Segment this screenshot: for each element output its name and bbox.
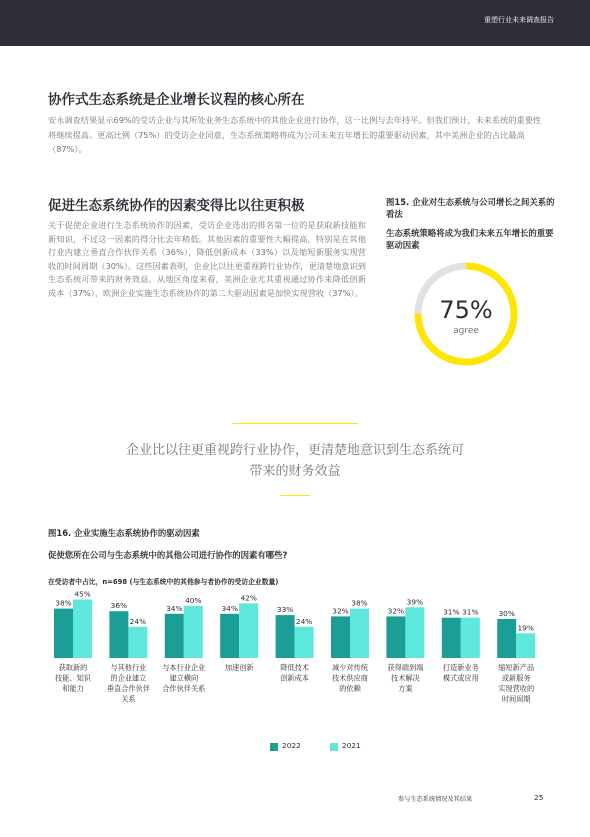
category-label-0-1: 技能、知识 xyxy=(55,673,91,683)
category-label-1-1: 的企业建立 xyxy=(110,673,147,683)
bar-2021-5 xyxy=(350,609,369,658)
legend-swatch-2021 xyxy=(330,743,338,751)
data-label-2021-2: 40% xyxy=(185,596,202,605)
figure16-note: 在受访者中占比，n=698 (与生态系统中的其他参与者协作的受访企业数量) xyxy=(48,578,279,586)
section1-heading: 协作式生态系统是企业增长议程的核心所在 xyxy=(48,92,305,108)
figure16-question: 促使您所在公司与生态系统中的其他公司进行协作的因素有哪些? xyxy=(48,550,288,560)
category-label-1-3: 关系 xyxy=(121,694,136,704)
bar-2021-7 xyxy=(461,618,480,658)
category-label-1-0: 与其他行业 xyxy=(110,663,147,672)
data-label-2022-5: 32% xyxy=(332,606,349,616)
figure15-title: 图15. 企业对生态系统与公司增长之间关系的看法 xyxy=(386,197,555,219)
quote-rule-top xyxy=(232,423,358,424)
bar-2022-3 xyxy=(220,614,239,658)
section2-body: 关于促使企业进行生态系统协作的因素，受访企业选出的排名第一位的是获取新技能和新知识，不过这一因素的得分比去年稍低。其他因素的重要性大幅提高，特别是在其他行业内建立垂直合作伙伴关系（36%），降低创新成本（33%）以及缩短新服务实现营收的时间周期（30%）。这些因素表明，企业比以往更重视跨行业协作，更清楚地意识到生态系统可带来的财务效益。从地区角度来看，美洲企业尤其重视通过协作来降低创新成本（37%），欧洲企业实施生态系统协作的第二大驱动因素是加快实现营收（37%）。 xyxy=(48,220,366,298)
category-label-7-1: 模式或应用 xyxy=(442,673,479,683)
data-label-2021-6: 39% xyxy=(406,597,424,607)
data-label-2022-8: 30% xyxy=(498,609,515,618)
page-number: 25 xyxy=(534,793,544,802)
category-label-6-0: 获得端到端 xyxy=(387,663,424,672)
section2-heading: 促进生态系统协作的因素变得比以往更积极 xyxy=(48,198,305,214)
bar-2021-6 xyxy=(405,607,424,658)
data-label-2022-2: 34% xyxy=(166,603,183,613)
category-label-5-0: 减少对传统 xyxy=(332,663,368,672)
header-bar xyxy=(0,0,590,46)
data-label-2021-4: 24% xyxy=(295,616,313,626)
donut-value: 75% xyxy=(439,296,493,324)
bar-2022-2 xyxy=(165,614,184,658)
category-label-8-3: 时间周期 xyxy=(501,694,531,704)
bar-2021-8 xyxy=(516,633,535,658)
category-label-5-2: 的依赖 xyxy=(339,684,361,693)
bar-2022-5 xyxy=(331,616,350,658)
category-label-4-1: 创新成本 xyxy=(280,673,309,683)
category-label-2-2: 合作伙伴关系 xyxy=(162,684,206,693)
data-label-2021-0: 45% xyxy=(74,590,91,599)
pull-quote: 企业比以往更重视跨行业协作，更清楚地意识到生态系统可带来的财务效益 xyxy=(125,443,464,479)
category-label-6-1: 技术解决 xyxy=(391,673,420,683)
category-label-3-0: 加速创新 xyxy=(224,663,254,672)
category-label-7-0: 打造新业务 xyxy=(442,663,479,672)
data-label-2021-7: 31% xyxy=(462,607,479,617)
category-label-8-2: 实现营收的 xyxy=(498,684,535,693)
footer-text: 参与生态系统情况及其结果 xyxy=(398,796,473,803)
bar-2021-2 xyxy=(184,606,203,658)
category-label-2-0: 与本行业企业 xyxy=(162,663,206,672)
data-label-2022-4: 33% xyxy=(276,605,294,615)
bar-2021-3 xyxy=(239,603,258,658)
data-label-2021-1: 24% xyxy=(129,616,147,626)
data-label-2021-5: 38% xyxy=(351,598,368,608)
bar-2022-0 xyxy=(54,609,73,658)
category-label-5-1: 技术供应商 xyxy=(332,673,368,683)
bar-2022-1 xyxy=(109,611,128,658)
category-label-4-0: 降低技术 xyxy=(280,663,309,672)
figure16-title: 图16. 企业实施生态系统协作的驱动因素 xyxy=(48,528,200,538)
bar-2022-8 xyxy=(497,619,516,658)
category-label-2-1: 建立横向 xyxy=(169,673,199,683)
category-label-0-2: 和能力 xyxy=(62,684,84,693)
bar-2021-4 xyxy=(295,627,314,658)
section1-body: 安永调查结果显示69%的受访企业与其所处业务生态系统中的其他企业进行协作，这一比例与去年持平。但我们预计，未来系统的重要性将继续提高。更高比例（75%）的受访企业同意，生态系统策略将成为公司未来五年增长的重要驱动因素，其中美洲企业的占比最高（87%）。 xyxy=(48,115,542,154)
data-label-2022-6: 32% xyxy=(387,606,405,616)
legend-label-2022: 2022 xyxy=(282,741,301,750)
bar-2022-4 xyxy=(276,615,295,658)
data-label-2022-0: 38% xyxy=(55,598,72,608)
bar-2021-0 xyxy=(73,600,92,659)
data-label-2022-7: 31% xyxy=(443,607,460,617)
quote-rule-bottom xyxy=(280,495,310,496)
data-label-2022-3: 34% xyxy=(221,603,238,613)
bar-2021-1 xyxy=(128,627,147,658)
bar-2022-6 xyxy=(386,616,405,658)
legend-swatch-2022 xyxy=(270,743,278,751)
bar-2022-7 xyxy=(442,618,461,658)
figure15-subtitle: 生态系统策略将成为我们未来五年增长的重要驱动因素 xyxy=(386,228,554,250)
category-label-1-2: 垂直合作伙伴 xyxy=(106,684,150,693)
category-label-0-0: 获取新的 xyxy=(58,663,88,672)
header-title: 重塑行业未来调查报告 xyxy=(484,16,554,24)
data-label-2022-1: 36% xyxy=(110,601,128,611)
category-label-8-0: 缩短新产品 xyxy=(498,663,535,672)
category-label-8-1: 或新服务 xyxy=(501,673,531,683)
legend-label-2021: 2021 xyxy=(342,741,361,750)
data-label-2021-3: 42% xyxy=(240,593,257,603)
bar-chart xyxy=(0,590,590,750)
data-label-2021-8: 19% xyxy=(517,623,534,633)
donut-label: agree xyxy=(453,326,479,336)
category-label-6-2: 方案 xyxy=(398,684,413,693)
